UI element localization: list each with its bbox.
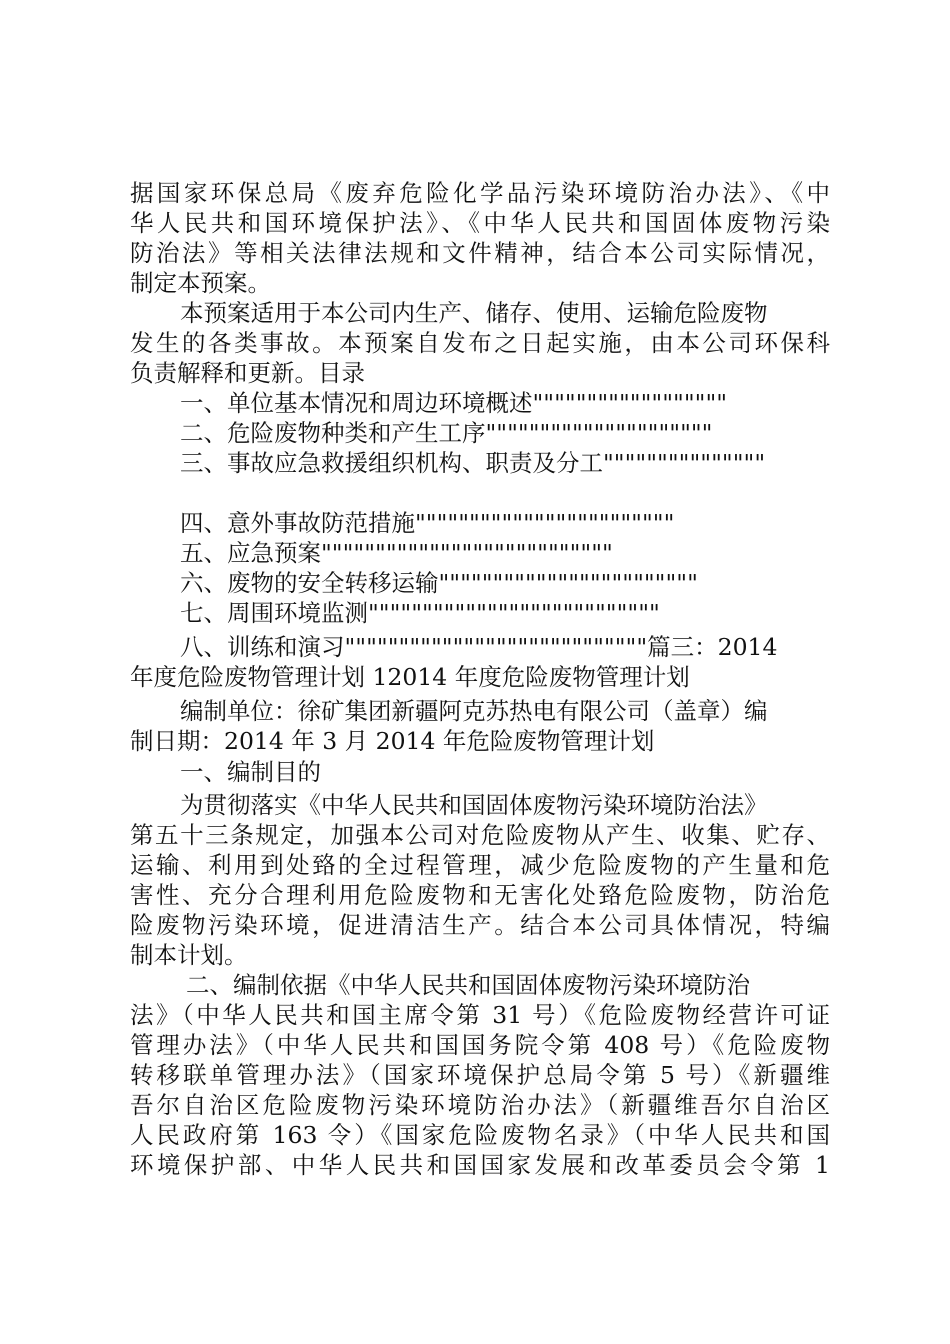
text-line: 第五十三条规定，加强本公司对危险废物从产生、收集、贮存、 <box>130 821 830 849</box>
text-line: 发生的各类事故。本预案自发布之日起实施，由本公司环保科 <box>130 329 830 357</box>
text-line: 华人民共和国环境保护法》、《中华人民共和国固体废物污染 <box>130 209 830 237</box>
text-line: 害性、充分合理利用危险废物和无害化处臵危险废物，防治危 <box>130 881 830 909</box>
text-line: 为贯彻落实《中华人民共和国固体废物污染环境防治法》 <box>180 791 768 819</box>
toc-item: 一、单位基本情况和周边环境概述"""""""""""""""""" <box>180 389 728 417</box>
toc-item: 三、事故应急救援组织机构、职责及分工""""""""""""""" <box>180 449 766 477</box>
text-line: 险废物污染环境，促进清洁生产。结合本公司具体情况，特编 <box>130 911 830 939</box>
text-line: 制日期：2014 年 3 月 2014 年危险废物管理计划 <box>130 727 655 755</box>
text-line: 管理办法》（中华人民共和国国务院令第 408 号）《危险废物 <box>130 1031 830 1059</box>
toc-item: 七、周围环境监测""""""""""""""""""""""""""" <box>180 599 660 627</box>
text-line: 制定本预案。 <box>130 269 271 297</box>
text-line: 据国家环保总局《废弃危险化学品污染环境防治办法》、《中 <box>130 179 830 207</box>
text-line: 防治法》等相关法律法规和文件精神，结合本公司实际情况， <box>130 239 830 267</box>
text-line: 吾尔自治区危险废物污染环境防治办法》（新疆维吾尔自治区 <box>130 1091 830 1119</box>
section-heading: 二、编制依据《中华人民共和国固体废物污染环境防治 <box>186 971 750 999</box>
toc-item: 二、危险废物种类和产生工序""""""""""""""""""""" <box>180 419 713 447</box>
text-line: 编制单位：徐矿集团新疆阿克苏热电有限公司（盖章）编 <box>180 697 768 725</box>
text-line: 运输、利用到处臵的全过程管理，减少危险废物的产生量和危 <box>130 851 830 879</box>
toc-item: 四、意外事故防范措施"""""""""""""""""""""""" <box>180 509 675 537</box>
text-line: 制本计划。 <box>130 941 248 969</box>
toc-item: 五、应急预案""""""""""""""""""""""""""" <box>180 539 613 567</box>
text-line: 本预案适用于本公司内生产、储存、使用、运输危险废物 <box>180 299 768 327</box>
text-line: 人民政府第 163 令）《国家危险废物名录》（中华人民共和国 <box>130 1121 830 1149</box>
text-line: 年度危险废物管理计划 12014 年度危险废物管理计划 <box>130 663 690 691</box>
toc-item: 六、废物的安全转移运输"""""""""""""""""""""""" <box>180 569 698 597</box>
toc-item: 八、训练和演习""""""""""""""""""""""""""""篇三：2014 <box>180 633 778 661</box>
section-heading: 一、编制目的 <box>180 758 321 786</box>
text-line: 转移联单管理办法》（国家环境保护总局令第 5 号）《新疆维 <box>130 1061 830 1089</box>
text-line: 法》（中华人民共和国主席令第 31 号）《危险废物经营许可证 <box>130 1001 830 1029</box>
text-line: 负责解释和更新。目录 <box>130 359 365 387</box>
text-line: 环境保护部、中华人民共和国国家发展和改革委员会令第 1 <box>130 1151 830 1179</box>
